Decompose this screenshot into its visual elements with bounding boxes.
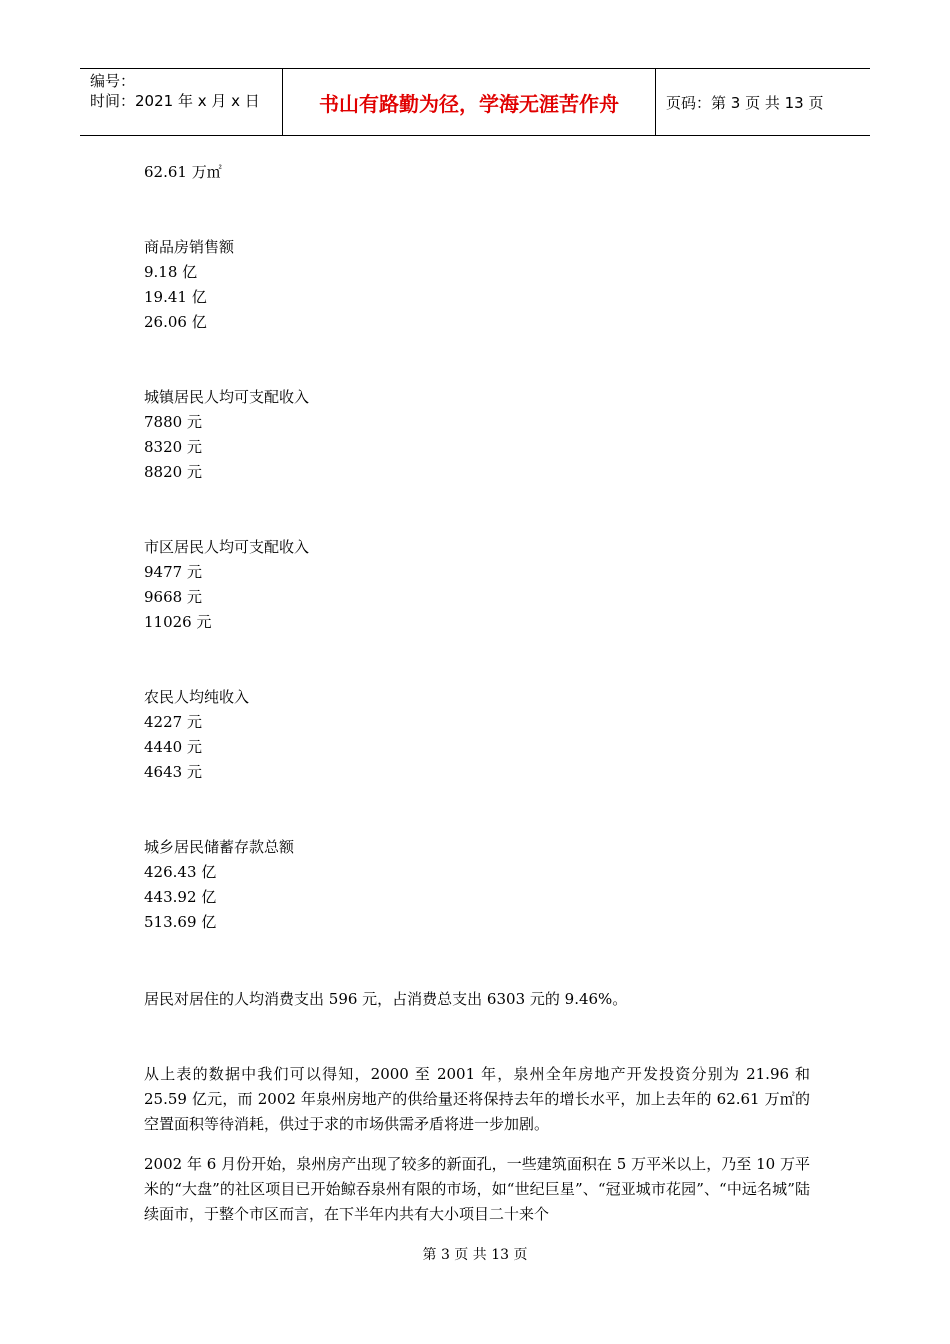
section-value: 8320 元 <box>144 438 202 456</box>
stat-section-city-income <box>144 535 810 635</box>
section-value: 4440 元 <box>144 738 202 756</box>
section-title: 农民人均纯收入 <box>144 688 250 706</box>
section-title: 城镇居民人均可支配收入 <box>144 388 310 406</box>
section-value: 9477 元 <box>144 563 202 581</box>
section-value: 9.18 亿 <box>144 263 198 281</box>
section-value: 26.06 亿 <box>144 313 207 331</box>
section-value: 9668 元 <box>144 588 202 606</box>
section-value: 443.92 亿 <box>144 888 217 906</box>
summary-line: 居民对居住的人均消费支出 596 元，占消费总支出 6303 元的 9.46%。 <box>144 990 628 1008</box>
section-title: 商品房销售额 <box>144 238 235 256</box>
page-footer: 第 3 页 共 13 页 <box>422 1247 528 1263</box>
header-motto: 书山有路勤为径，学海无涯苦作舟 <box>282 69 656 135</box>
header-page-number: 页码：第 3 页 共 13 页 <box>666 93 824 112</box>
document-body <box>144 160 810 1227</box>
section-title: 城乡居民储蓄存款总额 <box>144 838 295 856</box>
analysis-paragraph: 从上表的数据中我们可以得知，2000 至 2001 年，泉州全年房地产开发投资分别为 21.96 和 25.59 亿元，而 2002 年泉州房地产的供给量还将保持去年的增长水平，加上去年的 62.61 万㎡的空置面积等待消耗，供过于求的市场供需矛盾将进一步加剧。 <box>144 1065 810 1133</box>
section-value: 426.43 亿 <box>144 863 217 881</box>
stat-section-farmer-income <box>144 685 810 785</box>
section-value: 7880 元 <box>144 413 202 431</box>
stat-section-urban-income <box>144 385 810 485</box>
header-date: 时间：2021 年 x 月 x 日 <box>90 92 260 110</box>
section-value: 4643 元 <box>144 763 202 781</box>
section-title: 市区居民人均可支配收入 <box>144 538 310 556</box>
section-value: 8820 元 <box>144 463 202 481</box>
section-value: 19.41 亿 <box>144 288 207 306</box>
header-meta <box>80 69 282 135</box>
stat-section-savings <box>144 835 810 935</box>
section-value: 513.69 亿 <box>144 913 217 931</box>
vacancy-area-value: 62.61 万㎡ <box>144 163 222 181</box>
section-value: 11026 元 <box>144 613 212 631</box>
section-value: 4227 元 <box>144 713 202 731</box>
page-header <box>80 68 870 136</box>
stat-section-sales <box>144 235 810 335</box>
header-number: 编号： <box>90 72 136 90</box>
market-paragraph: 2002 年 6 月份开始，泉州房产出现了较多的新面孔，一些建筑面积在 5 万平米以上，乃至 10 万平米的“大盘”的社区项目已开始鲸吞泉州有限的市场，如“世纪巨星”、“冠亚城市花园”、“中远名城”陆续面市，于整个市区而言，在下半年内共有大小项目二十来个 <box>144 1155 810 1223</box>
